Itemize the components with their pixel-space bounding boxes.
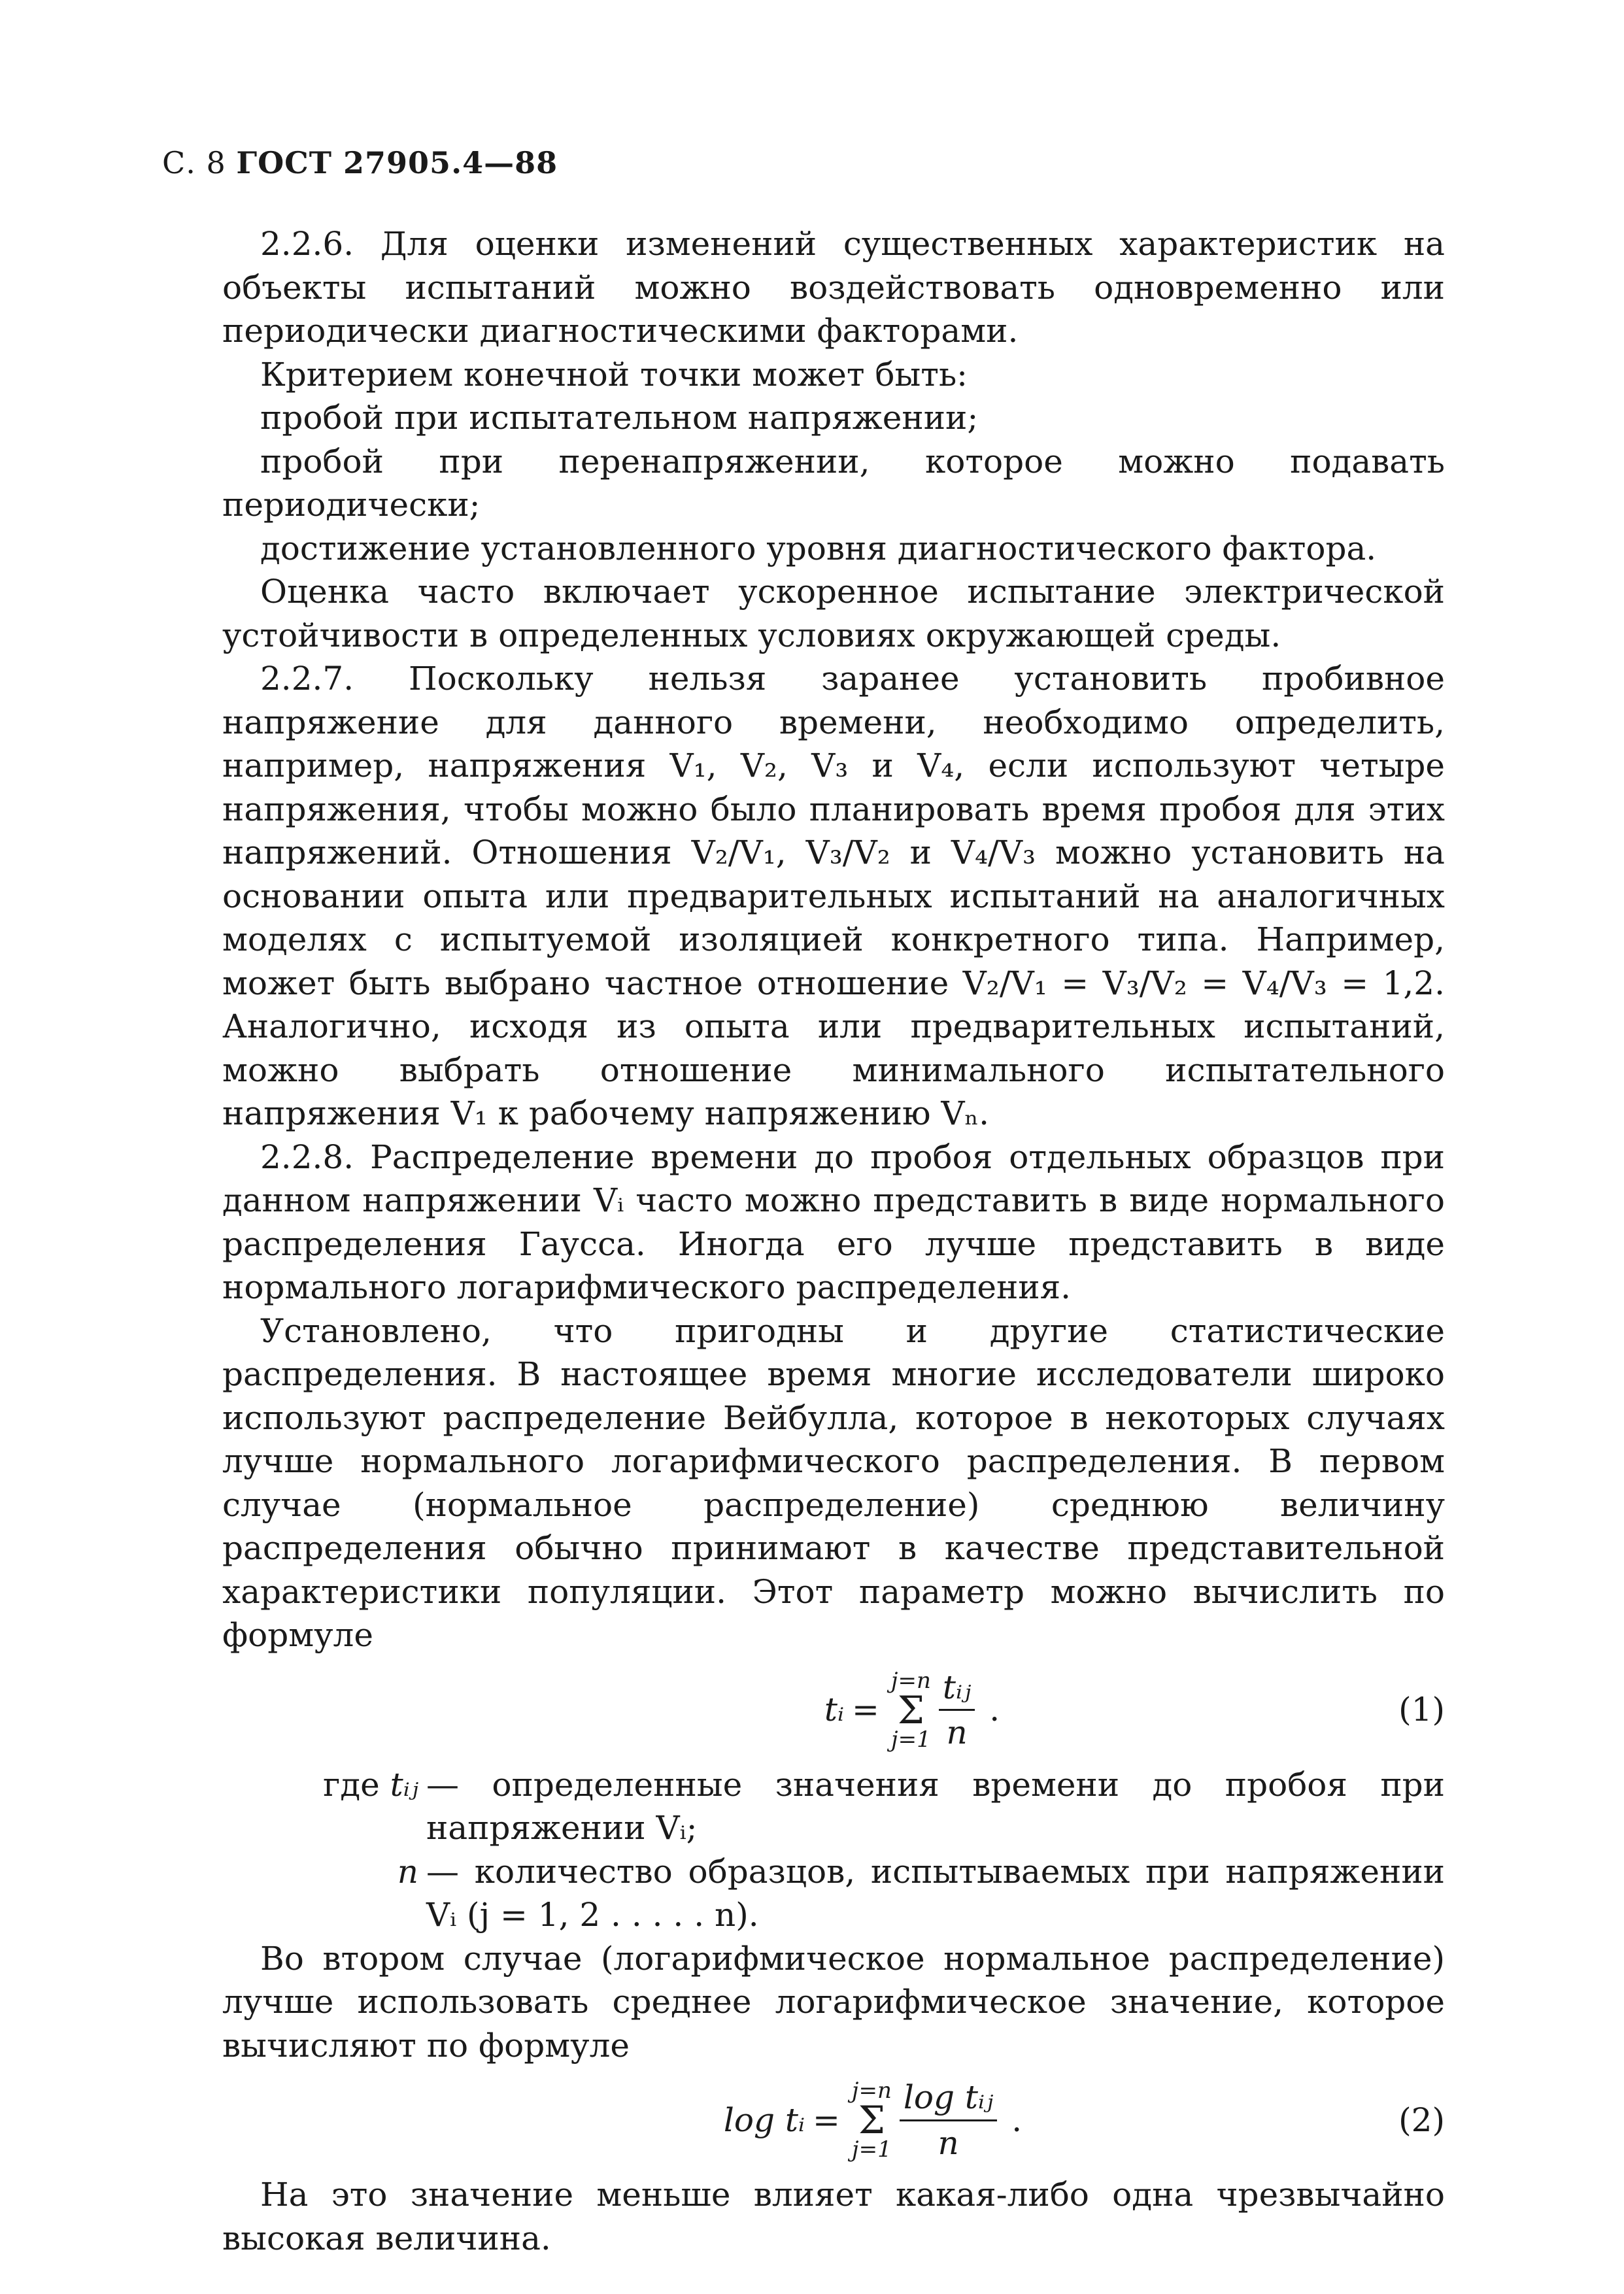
formula-2-sum-top: j=n (851, 2078, 892, 2104)
paragraph-criteria: Критерием конечной точки может быть: (260, 355, 968, 394)
formula-1-number: (1) (1398, 1691, 1445, 1729)
where-definition-1: — определенные значения времени до пробоя при напряжении Vᵢ; (426, 1765, 1445, 1847)
body-text (222, 222, 1445, 2260)
where-symbol-2: n (397, 1852, 418, 1891)
formula-2-numerator: log tᵢⱼ (900, 2076, 997, 2121)
paragraph-item-1: пробой при испытательном напряжении; (260, 399, 979, 437)
paragraph-2-2-8: 2.2.8. Распределение времени до пробоя отдельных образцов при данном напряжении Vᵢ часто можно представить в виде нормального распределения Гаусса. Иногда его лучше представить в виде нормального логарифмического распределения. (222, 1138, 1445, 1306)
formula-2-sigma: Σ (858, 2098, 885, 2142)
formula-2-period: . (1011, 2100, 1023, 2139)
formula-1 (222, 1661, 1445, 1759)
paragraph-distributions: Установлено, что пригодны и другие статистические распределения. В настоящее время многие исследователи широко используют распределение Вейбулла, которое в некоторых случаях лучше нормального логарифмического распределения. В первом случае (нормальное распределение) среднюю величину распределения обычно принимают в качестве представительной характеристики популяции. Этот параметр можно вычислить по формуле (222, 1311, 1445, 1654)
where-symbol-1: tᵢⱼ (390, 1765, 418, 1804)
formula-2-sum (852, 2078, 892, 2162)
formula-2-fraction (900, 2076, 997, 2165)
formula-1-sum-bottom: j=1 (891, 1726, 931, 1753)
paragraph-2-2-6: 2.2.6. Для оценки изменений существенных характеристик на объекты испытаний можно воздействовать одновременно или периодически диагностическими факторами. (222, 225, 1445, 350)
formula-1-period: . (989, 1691, 1000, 1729)
formula-1-sum-top: j=n (890, 1667, 931, 1694)
formula-2-lhs: log tᵢ (723, 2100, 805, 2139)
formula-1-sum (891, 1668, 931, 1752)
page-header (162, 145, 558, 180)
paragraph-item-3: достижение установленного уровня диагностического фактора. (260, 529, 1377, 567)
formula-1-equals: = (852, 1691, 879, 1729)
formula-2 (222, 2071, 1445, 2169)
formula-2-equals: = (813, 2100, 840, 2139)
formula-2-denominator: n (938, 2123, 959, 2162)
where-definition-2: — количество образцов, испытываемых при напряжении Vᵢ (j = 1, 2 . . . . . n). (426, 1852, 1445, 1934)
where-lead: где (323, 1765, 380, 1804)
formula-1-fraction (939, 1666, 975, 1755)
where-row-2 (222, 1850, 1445, 1937)
standard-id: ГОСТ 27905.4—88 (236, 145, 558, 180)
formula-2-sum-bottom: j=1 (852, 2136, 892, 2163)
paragraph-2-2-7: 2.2.7. Поскольку нельзя заранее установить пробивное напряжение для данного времени, необходимо определить, например, напряжения V₁, V₂, V₃ и V₄, если используют четыре напряжения, чтобы можно было планировать время пробоя для этих напряжений. Отношения V₂/V₁, V₃/V₂ и V₄/V₃ можно установить на основании опыта или предварительных испытаний на аналогичных моделях с испытуемой изоляцией конкретного типа. Например, может быть выбрано частное отношение V₂/V₁ = V₃/V₂ = V₄/V₃ = 1,2. Аналогично, исходя из опыта или предварительных испытаний, можно выбрать отношение минимального испытательного напряжения V₁ к рабочему напряжению Vₙ. (222, 660, 1445, 1132)
formula-1-denominator: n (946, 1713, 968, 1751)
paragraph-item-2: пробой при перенапряжении, которое можно подавать периодически; (222, 442, 1445, 524)
formula-2-number: (2) (1398, 2100, 1445, 2139)
formula-1-lhs: tᵢ (824, 1691, 845, 1729)
formula-1-sigma: Σ (897, 1687, 924, 1732)
page-number: С. 8 (162, 145, 226, 180)
where-row-1 (222, 1763, 1445, 1850)
paragraph-conclusion: На это значение меньше влияет какая-либо одна чрезвычайно высокая величина. (222, 2176, 1445, 2257)
formula-1-numerator: tᵢⱼ (939, 1666, 975, 1712)
paragraph-assessment: Оценка часто включает ускоренное испытание электрической устойчивости в определенных условиях окружающей среды. (222, 573, 1445, 654)
paragraph-second-case: Во втором случае (логарифмическое нормальное распределение) лучше использовать среднее логарифмическое значение, которое вычисляют по формуле (222, 1939, 1445, 2065)
